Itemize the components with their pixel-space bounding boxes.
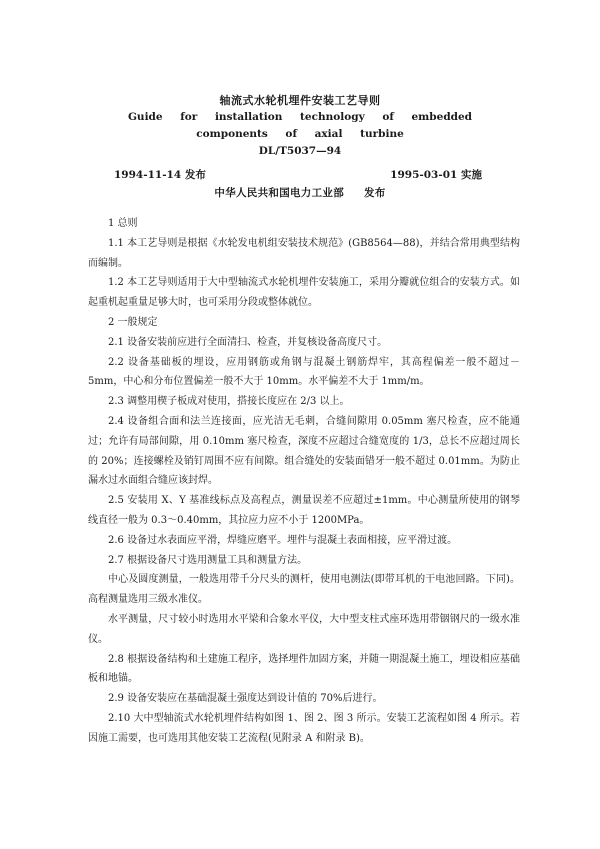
paragraph: 2.4 设备组合面和法兰连接面，应光洁无毛刺，合缝间隙用 0.05mm 塞尺检查，应不能通过；允许有局部间隙，用 0.10mm 塞尺检查，深度不应超过合缝宽度的 1/3，总长不应超过周长的 20%；连接螺栓及销钉周围不应有间隙。组合缝处的安装面错牙一般不超过 0.01mm。为防止漏水过水面组合缝应该封焊。 — [88, 415, 520, 487]
paragraph: 1.2 本工艺导则适用于大中型轴流式水轮机埋件安装施工，采用分瓣就位组合的安装方式。如起重机起重量足够大时，也可采用分段或整体就位。 — [88, 277, 520, 309]
paragraph: 2.2 设备基础板的埋设，应用钢筋或角钢与混凝土钢筋焊牢，其高程偏差一般不超过－5mm，中心和分布位置偏差一般不大于 10mm。水平偏差不大于 1mm/m。 — [88, 356, 520, 388]
document-title-cn: 轴流式水轮机埋件安装工艺导则 — [219, 94, 381, 107]
document-code: DL/T5037—94 — [258, 145, 342, 157]
title-block — [0, 92, 600, 160]
paragraph: 2.5 安装用 X、Y 基准线标点及高程点，测量误差不应超过±1mm。中心测量所使用的钢琴线直径一般为 0.3～0.40mm，其拉应力应不小于 1200MPa。 — [88, 495, 520, 526]
document-title-en-line2: components of axial turbine — [196, 128, 404, 140]
paragraph: 水平测量，尺寸较小时选用水平梁和合象水平仪，大中型支柱式座环选用带铟钢尺的一级水准仪。 — [88, 613, 520, 645]
paragraph: 2.8 根据设备结构和土建施工程序，选择埋件加固方案，并随一期混凝土施工，埋设相应基础板和地锚。 — [88, 653, 520, 685]
paragraph: 2.7 根据设备尺寸选用测量工具和测量方法。 — [108, 554, 308, 566]
publisher-line — [0, 185, 600, 200]
section-heading: 2 一般规定 — [108, 316, 158, 328]
paragraph: 2.6 设备过水表面应平滑，焊缝应磨平。埋件与混凝土表面相接，应平滑过渡。 — [108, 534, 458, 546]
document-title-en-line1: Guide for installation technology of embedded — [127, 111, 473, 123]
paragraph: 1.1 本工艺导则是根据《水轮发电机组安装技术规范》(GB8564—88)，并结合常用典型结构而编制。 — [88, 237, 520, 269]
effective-date: 1995-03-01 实施 — [390, 169, 482, 181]
paragraph: 2.1 设备安装前应进行全面清扫、检查，并复核设备高度尺寸。 — [108, 336, 388, 348]
publisher-name: 中华人民共和国电力工业部 — [214, 187, 344, 199]
paragraph: 中心及圆度测量，一般选用带千分尺头的测杆，使用电测法(即带耳机的干电池回路。下同)。高程测量选用三级水准仪。 — [88, 574, 520, 606]
paragraph: 2.3 调整用楔子板成对使用，搭接长度应在 2/3 以上。 — [108, 396, 350, 408]
paragraph: 2.9 设备安装应在基础混凝土强度达到设计值的 70%后进行。 — [108, 693, 383, 705]
section-heading: 1 总则 — [108, 218, 138, 229]
issue-date: 1994-11-14 发布 — [114, 169, 206, 181]
body-text — [88, 214, 520, 749]
paragraph: 2.10 大中型轴流式水轮机埋件结构如图 1、图 2、图 3 所示。安装工艺流程如图 4 所示。若因施工需要，也可选用其他安装工艺流程(见附录 A 和附录 B)。 — [88, 712, 520, 744]
publisher-action: 发布 — [364, 187, 386, 199]
